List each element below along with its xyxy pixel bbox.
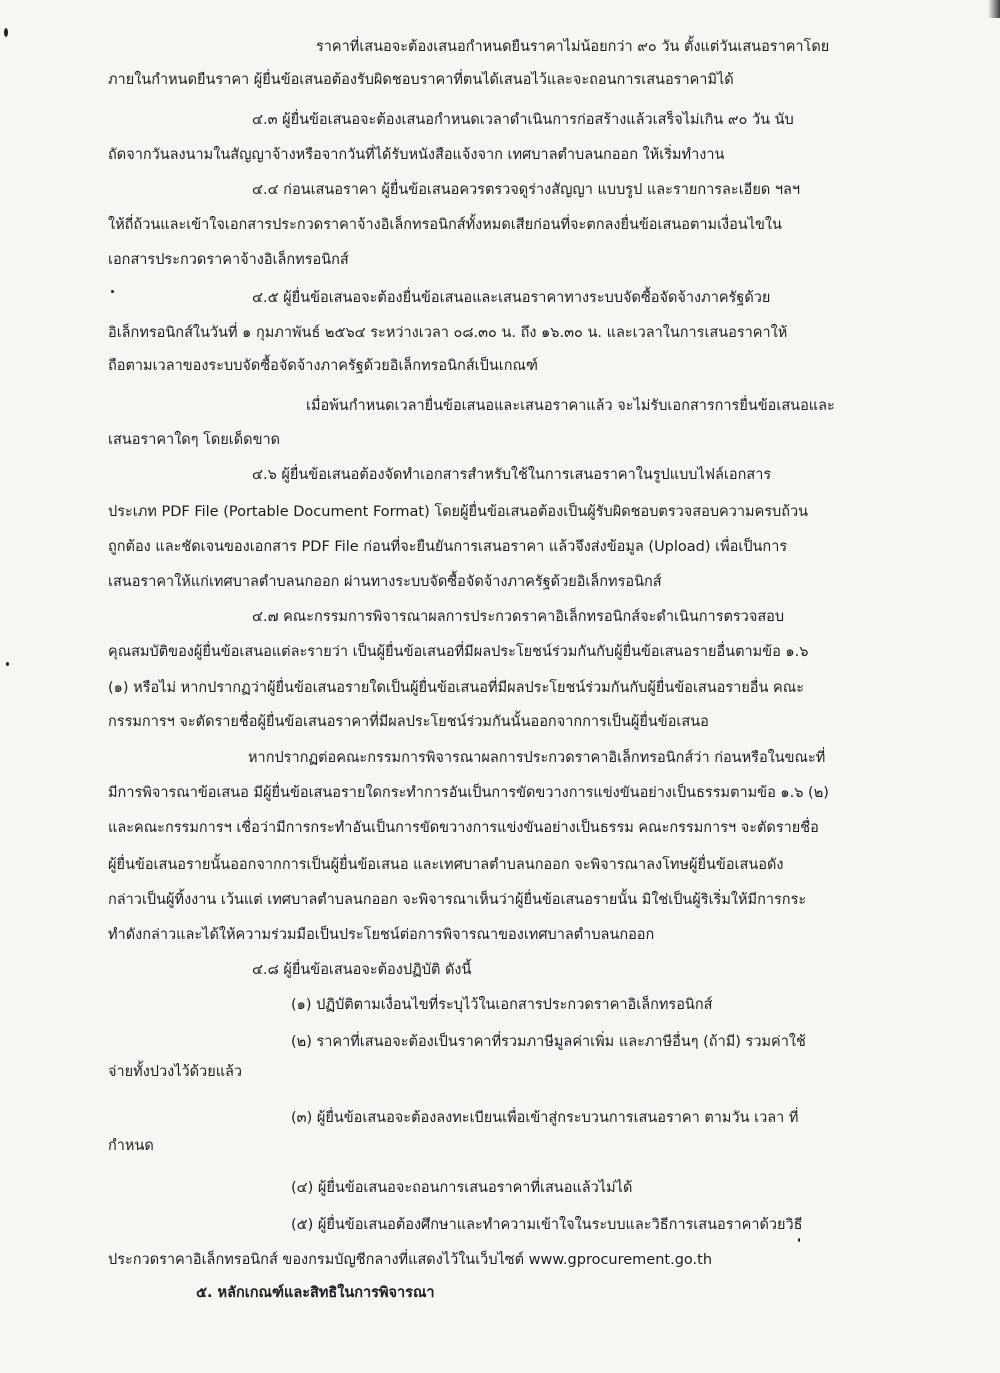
text-line: กำหนด (108, 1138, 154, 1154)
text-line: เอกสารประกวดราคาจ้างอิเล็กทรอนิกส์ (108, 252, 349, 268)
scan-speck (4, 28, 8, 37)
text-line: ให้ถี่ถ้วนและเข้าใจเอกสารประกวดราคาจ้างอิเล็กทรอนิกส์ทั้งหมดเสียก่อนที่จะตกลงยื่นข้อเสนอตามเงื่อนไขใน (108, 217, 782, 233)
section-4-5-line: ๔.๕ ผู้ยื่นข้อเสนอจะต้องยื่นข้อเสนอและเสนอราคาทางระบบจัดซื้อจัดจ้างภาครัฐด้วย (252, 290, 771, 306)
scan-speck (6, 662, 9, 666)
text-line: ผู้ยื่นข้อเสนอรายนั้นออกจากการเป็นผู้ยื่นข้อเสนอ และเทศบาลตำบลนกออก จะพิจารณาลงโทษผู้ยื่นข้อเสนอดัง (108, 857, 784, 873)
text-line: ภายในกำหนดยืนราคา ผู้ยื่นข้อเสนอต้องรับผิดชอบราคาที่ตนได้เสนอไว้และจะถอนการเสนอราคามิได้ (108, 72, 734, 88)
scan-speck (111, 290, 114, 293)
text-line: คุณสมบัติของผู้ยื่นข้อเสนอแต่ละรายว่า เป็นผู้ยื่นข้อเสนอที่มีผลประโยชน์ร่วมกันกับผู้ยื่นข้อเสนอรายอื่นตามข้อ ๑.๖ (108, 644, 809, 660)
text-line: มีการพิจารณาข้อเสนอ มีผู้ยื่นข้อเสนอรายใดกระทำการอันเป็นการขัดขวางการแข่งขันอย่างเป็นธรรมตามข้อ ๑.๖ (๒) (108, 785, 829, 801)
text-line: เสนอราคาใดๆ โดยเด็ดขาด (108, 432, 281, 448)
list-item-3: (๓) ผู้ยื่นข้อเสนอจะต้องลงทะเบียนเพื่อเข้าสู่กระบวนการเสนอราคา ตามวัน เวลา ที่ (291, 1110, 799, 1126)
list-item-1: (๑) ปฏิบัติตามเงื่อนไขที่ระบุไว้ในเอกสารประกวดราคาอิเล็กทรอนิกส์ (291, 997, 713, 1013)
section-4-3-line: ๔.๓ ผู้ยื่นข้อเสนอจะต้องเสนอกำหนดเวลาดำเนินการก่อสร้างแล้วเสร็จไม่เกิน ๙๐ วัน นับ (252, 112, 794, 128)
list-item-2: (๒) ราคาที่เสนอจะต้องเป็นราคาที่รวมภาษีมูลค่าเพิ่ม และภาษีอื่นๆ (ถ้ามี) รวมค่าใช้ (291, 1034, 806, 1050)
section-4-4-line: ๔.๔ ก่อนเสนอราคา ผู้ยื่นข้อเสนอควรตรวจดูร่างสัญญา แบบรูป และรายการละเอียด ฯลฯ (252, 182, 801, 198)
text-line: จ่ายทั้งปวงไว้ด้วยแล้ว (108, 1064, 243, 1080)
text-line: ถือตามเวลาของระบบจัดซื้อจัดจ้างภาครัฐด้วยอิเล็กทรอนิกส์เป็นเกณฑ์ (108, 358, 538, 374)
section-4-7-line: ๔.๗ คณะกรรมการพิจารณาผลการประกวดราคาอิเล็กทรอนิกส์จะดำเนินการตรวจสอบ (252, 609, 785, 625)
text-line: อิเล็กทรอนิกส์ในวันที่ ๑ กุมภาพันธ์ ๒๕๖๔ ระหว่างเวลา ๐๘.๓๐ น. ถึง ๑๖.๓๐ น. และเวลาในการเสนอราคาให้ (108, 325, 788, 341)
scan-edge-shadow (988, 0, 1000, 18)
text-line: กล่าวเป็นผู้ทิ้งงาน เว้นแต่ เทศบาลตำบลนกออก จะพิจารณาเห็นว่าผู้ยื่นข้อเสนอรายนั้น มิใช่เป็นผู้ริเริ่มให้มีการกระ (108, 892, 807, 908)
text-line: ถูกต้อง และชัดเจนของเอกสาร PDF File ก่อนที่จะยืนยันการเสนอราคา แล้วจึงส่งข้อมูล (Upload) เพื่อเป็นการ (108, 539, 788, 555)
text-line: ราคาที่เสนอจะต้องเสนอกำหนดยืนราคาไม่น้อยกว่า ๙๐ วัน ตั้งแต่วันเสนอราคาโดย (316, 39, 830, 55)
text-line: ประเภท PDF File (Portable Document Format) โดยผู้ยื่นข้อเสนอต้องเป็นผู้รับผิดชอบตรวจสอบความครบถ้วน (108, 504, 809, 520)
text-line: ประกวดราคาอิเล็กทรอนิกส์ ของกรมบัญชีกลางที่แสดงไว้ในเว็บไซต์ www.gprocurement.go.th (108, 1252, 713, 1268)
text-line: ทำดังกล่าวและได้ให้ความร่วมมือเป็นประโยชน์ต่อการพิจารณาของเทศบาลตำบลนกออก (108, 927, 655, 943)
text-line: และคณะกรรมการฯ เชื่อว่ามีการกระทำอันเป็นการขัดขวางการแข่งขันอย่างเป็นธรรม คณะกรรมการฯ จะตัดรายชื่อ (108, 820, 819, 836)
text-line: กรรมการฯ จะตัดรายชื่อผู้ยื่นข้อเสนอราคาที่มีผลประโยชน์ร่วมกันนั้นออกจากการเป็นผู้ยื่นข้อเสนอ (108, 714, 709, 730)
section-4-6-line: ๔.๖ ผู้ยื่นข้อเสนอต้องจัดทำเอกสารสำหรับใช้ในการเสนอราคาในรูปแบบไฟล์เอกสาร (252, 467, 772, 483)
text-line: เสนอราคาให้แก่เทศบาลตำบลนกออก ผ่านทางระบบจัดซื้อจัดจ้างภาครัฐด้วยอิเล็กทรอนิกส์ (108, 574, 662, 590)
list-item-4: (๔) ผู้ยื่นข้อเสนอจะถอนการเสนอราคาที่เสนอแล้วไม่ได้ (291, 1180, 633, 1196)
text-line: ถัดจากวันลงนามในสัญญาจ้างหรือจากวันที่ได้รับหนังสือแจ้งจาก เทศบาลตำบลนกออก ให้เริ่มทำงาน (108, 147, 725, 163)
list-item-5: (๕) ผู้ยื่นข้อเสนอต้องศึกษาและทำความเข้าใจในระบบและวิธีการเสนอราคาด้วยวิธี (291, 1217, 803, 1233)
text-line: หากปรากฏต่อคณะกรรมการพิจารณาผลการประกวดราคาอิเล็กทรอนิกส์ว่า ก่อนหรือในขณะที่ (248, 750, 826, 766)
section-5-heading: ๕. หลักเกณฑ์และสิทธิในการพิจารณา (196, 1285, 435, 1301)
scan-speck (798, 1238, 800, 1242)
section-4-8-line: ๔.๘ ผู้ยื่นข้อเสนอจะต้องปฏิบัติ ดังนี้ (252, 962, 472, 978)
text-line: (๑) หรือไม่ หากปรากฏว่าผู้ยื่นข้อเสนอรายใดเป็นผู้ยื่นข้อเสนอที่มีผลประโยชน์ร่วมกันกับผู้ยื่นข้อเสนอรายอื่น คณะ (108, 680, 804, 696)
text-line: เมื่อพ้นกำหนดเวลายื่นข้อเสนอและเสนอราคาแล้ว จะไม่รับเอกสารการยื่นข้อเสนอและ (306, 398, 835, 414)
